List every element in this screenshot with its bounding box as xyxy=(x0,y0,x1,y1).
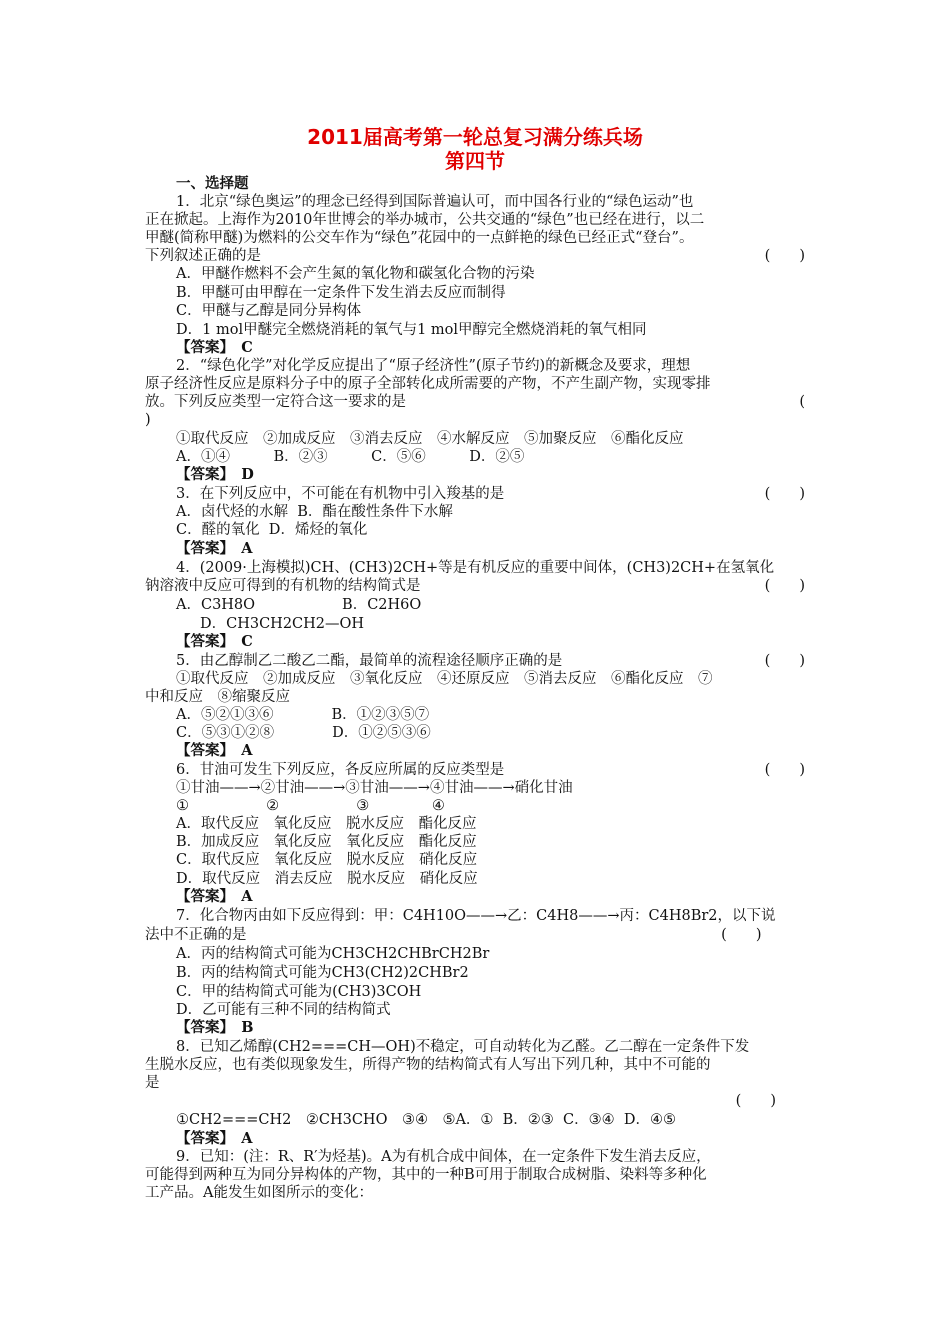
answer-line: 一、选择题 xyxy=(176,175,249,192)
text-line: ( ) xyxy=(764,578,805,594)
text-line: 放。下列反应类型一定符合这一要求的是 xyxy=(145,394,406,410)
answer-line: 【答案】 C xyxy=(176,633,253,650)
answer-line: 【答案】 B xyxy=(176,1019,254,1036)
text-line: 可能得到两种互为同分异构体的产物，其中的一种B可用于制取合成树脂、染料等多种化 xyxy=(145,1167,707,1183)
text-line: 工产品。A能发生如图所示的变化： xyxy=(145,1185,373,1201)
text-line: B．加成反应 氧化反应 氧化反应 酯化反应 xyxy=(176,834,477,850)
section-title: 第四节 xyxy=(445,149,505,173)
text-line: 7．化合物丙由如下反应得到：甲：C4H10O——→乙：C4H8——→丙：C4H8Br2，以下说 xyxy=(176,908,776,924)
text-line: D．1 mol甲醚完全燃烧消耗的氧气与1 mol甲醇完全燃烧消耗的氧气相同 xyxy=(176,322,647,338)
text-line: ( ) xyxy=(721,927,805,943)
text-line: 9．已知：(注：R、R′为烃基)。A为有机合成中间体，在一定条件下发生消去反应， xyxy=(176,1149,711,1165)
text-line: ( ) xyxy=(764,653,805,669)
text-line: 生脱水反应，也有类似现象发生，所得产物的结构简式有人写出下列几种，其中不可能的 xyxy=(145,1057,711,1073)
text-line: C．甲醚与乙醇是同分异构体 xyxy=(176,303,362,319)
text-line: 6．甘油可发生下列反应，各反应所属的反应类型是 xyxy=(176,762,505,778)
text-line: B．甲醚可由甲醇在一定条件下发生消去反应而制得 xyxy=(176,285,506,301)
text-line: A．取代反应 氧化反应 脱水反应 酯化反应 xyxy=(176,816,477,832)
text-line: ①取代反应 ②加成反应 ③消去反应 ④水解反应 ⑤加聚反应 ⑥酯化反应 xyxy=(176,431,684,447)
text-line: ①甘油——→②甘油——→③甘油——→④甘油——→硝化甘油 xyxy=(176,780,573,796)
text-line: 3．在下列反应中，不可能在有机物中引入羧基的是 xyxy=(176,486,505,502)
answer-line: 【答案】 A xyxy=(176,888,253,905)
text-line: D．乙可能有三种不同的结构简式 xyxy=(176,1002,391,1018)
text-line: 钠溶液中反应可得到的有机物的结构简式是 xyxy=(145,578,421,594)
text-line: 正在掀起。上海作为2010年世博会的举办城市，公共交通的“绿色”也已经在进行，以二 xyxy=(145,212,705,228)
text-line: 是 xyxy=(145,1075,160,1091)
text-line: ( ) xyxy=(764,486,805,502)
text-line: ①取代反应 ②加成反应 ③氧化反应 ④还原反应 ⑤消去反应 ⑥酯化反应 ⑦ xyxy=(176,671,713,687)
text-line: A．丙的结构简式可能为CH3CH2CHBrCH2Br xyxy=(176,946,490,962)
text-line: ( xyxy=(799,394,805,410)
answer-line: 【答案】 A xyxy=(176,742,253,759)
text-line: A．⑤②①③⑥ B．①②③⑤⑦ xyxy=(176,707,430,723)
answer-line: 【答案】 C xyxy=(176,339,253,356)
text-line: C．醛的氧化 D．烯烃的氧化 xyxy=(176,522,368,538)
text-line: 中和反应 ⑧缩聚反应 xyxy=(145,689,290,705)
answer-line: 【答案】 D xyxy=(176,466,254,483)
text-line: ( ) xyxy=(735,1093,805,1109)
text-line: B．丙的结构简式可能为CH3(CH2)2CHBr2 xyxy=(176,965,469,981)
text-line: D．CH3CH2CH2—OH xyxy=(200,616,365,632)
text-line: ①CH2===CH2 ②CH3CHO ③④ ⑤A．① B．②③ C．③④ D．④⑤ xyxy=(176,1112,676,1128)
text-line: 2．“绿色化学”对化学反应提出了“原子经济性”(原子节约)的新概念及要求，理想 xyxy=(176,358,691,374)
text-line: ( ) xyxy=(764,762,805,778)
text-line: A．卤代烃的水解 B．酯在酸性条件下水解 xyxy=(176,504,453,520)
text-line: ① ② ③ ④ xyxy=(176,798,445,814)
text-line: ) xyxy=(145,412,151,428)
text-line: 原子经济性反应是原料分子中的原子全部转化成所需要的产物，不产生副产物，实现零排 xyxy=(145,376,711,392)
text-line: ( ) xyxy=(764,248,805,264)
text-line: A．C3H8O B．C2H6O xyxy=(176,597,422,613)
text-line: 1．北京“绿色奥运”的理念已经得到国际普遍认可，而中国各行业的“绿色运动”也 xyxy=(176,194,694,210)
text-line: A．①④ B．②③ C．⑤⑥ D．②⑤ xyxy=(176,449,525,465)
text-line: 下列叙述正确的是 xyxy=(145,248,261,264)
text-line: A．甲醚作燃料不会产生氮的氧化物和碳氢化合物的污染 xyxy=(176,266,535,282)
text-line: C．取代反应 氧化反应 脱水反应 硝化反应 xyxy=(176,852,478,868)
text-line: 4．(2009·上海模拟)CH、(CH3)2CH+等是有机反应的重要中间体，(CH3)2CH+在氢氧化 xyxy=(176,560,775,576)
text-line: 甲醚(简称甲醚)为燃料的公交车作为“绿色”花园中的一点鲜艳的绿色已经正式“登台”。 xyxy=(145,230,694,246)
answer-line: 【答案】 A xyxy=(176,540,253,557)
text-line: D．取代反应 消去反应 脱水反应 硝化反应 xyxy=(176,871,478,887)
text-line: C．甲的结构简式可能为(CH3)3COH xyxy=(176,984,422,1000)
text-line: 8．已知乙烯醇(CH2===CH—OH)不稳定，可自动转化为乙醛。乙二醇在一定条件下发 xyxy=(176,1039,750,1055)
text-line: 法中不正确的是 xyxy=(145,927,247,943)
text-line: C．⑤③①②⑧ D．①②⑤③⑥ xyxy=(176,725,431,741)
answer-line: 【答案】 A xyxy=(176,1130,253,1147)
text-line: 5．由乙醇制乙二酸乙二酯，最简单的流程途径顺序正确的是 xyxy=(176,653,563,669)
doc-title: 2011届高考第一轮总复习满分练兵场 xyxy=(307,125,643,149)
